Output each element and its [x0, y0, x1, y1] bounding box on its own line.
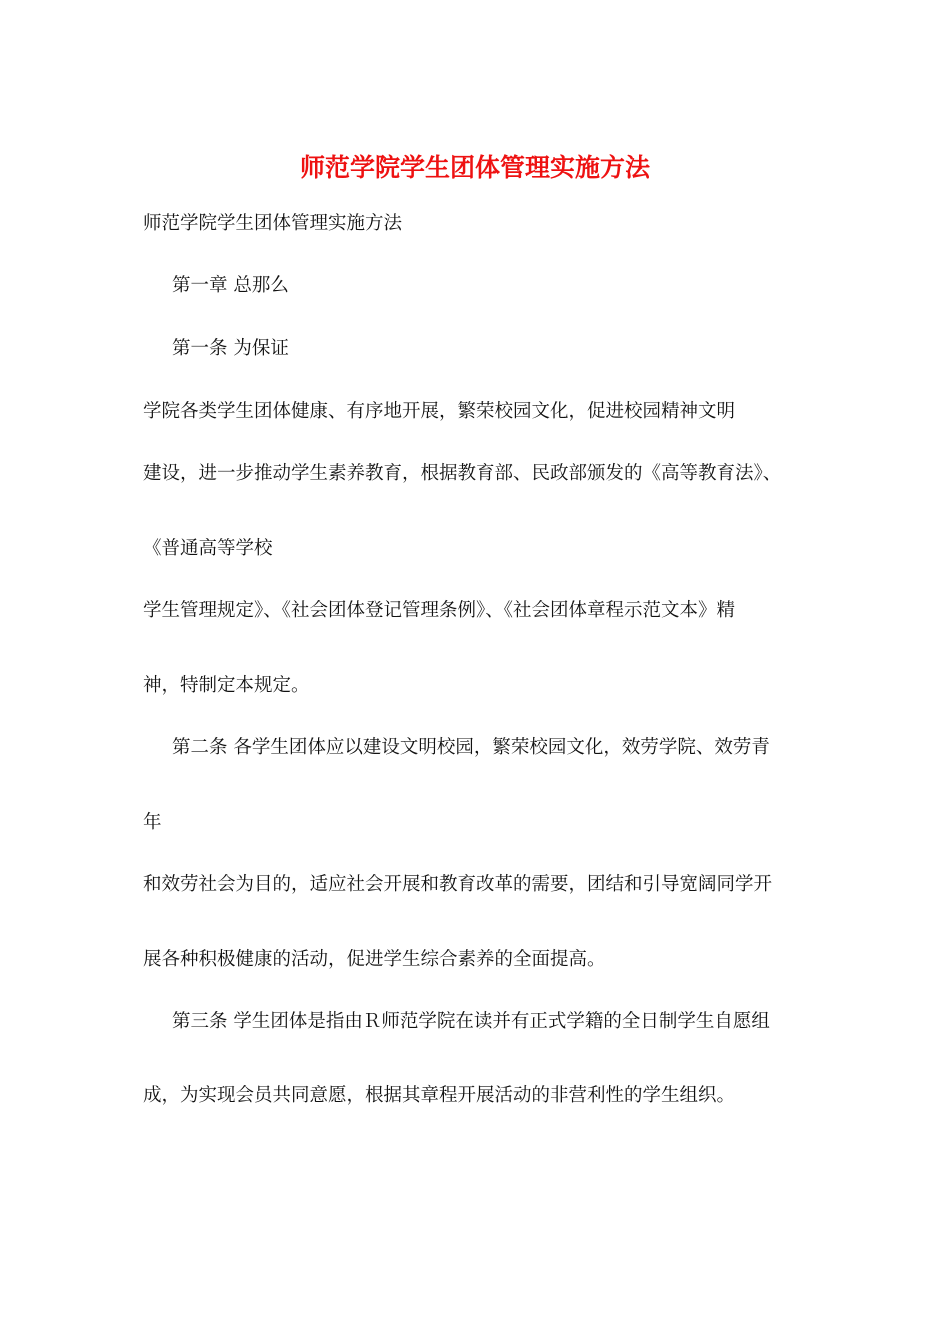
paragraph-line: 学院各类学生团体健康、有序地开展，繁荣校园文化，促进校园精神文明 [143, 401, 736, 422]
article-3-line: 第三条 学生团体是指由Ｒ师范学院在读并有正式学籍的全日制学生自愿组 [172, 1011, 770, 1032]
paragraph-line: 展各种积极健康的活动，促进学生综合素养的全面提高。 [143, 949, 606, 970]
paragraph-line: 学生管理规定》、《社会团体登记管理条例》、《社会团体章程示范文本》精 [143, 600, 736, 621]
article-2-line: 第二条 各学生团体应以建设文明校园，繁荣校园文化，效劳学院、效劳青 [172, 737, 770, 758]
article-1-heading: 第一条 为保证 [172, 338, 289, 359]
paragraph-line: 建设，进一步推动学生素养教育，根据教育部、民政部颁发的《高等教育法》、 [143, 463, 782, 484]
document-title: 师范学院学生团体管理实施方法 [299, 153, 650, 182]
subtitle-line: 师范学院学生团体管理实施方法 [143, 213, 403, 234]
paragraph-line: 神，特制定本规定。 [143, 675, 310, 696]
chapter-heading: 第一章 总那么 [172, 275, 289, 296]
paragraph-line: 成，为实现会员共同意愿，根据其章程开展活动的非营利性的学生组织。 [143, 1085, 736, 1106]
paragraph-line: 年 [143, 812, 162, 833]
paragraph-line: 《普通高等学校 [143, 538, 273, 559]
paragraph-line: 和效劳社会为目的，适应社会开展和教育改革的需要，团结和引导宽阔同学开 [143, 874, 773, 895]
